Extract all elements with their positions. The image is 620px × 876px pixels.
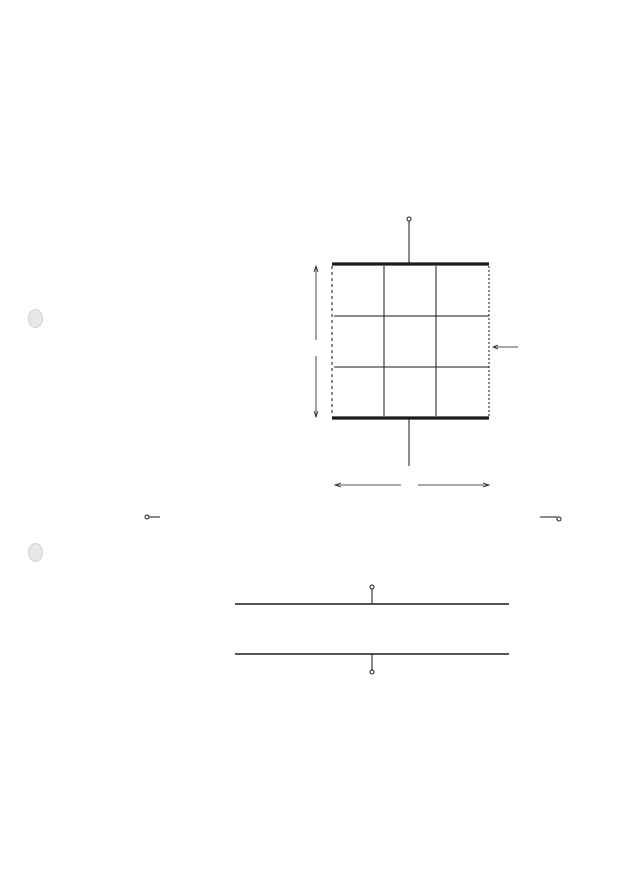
kettenmodell-chain bbox=[145, 515, 561, 521]
kapillarbuendelmodell-bundle bbox=[235, 585, 509, 674]
qmn-network bbox=[314, 217, 518, 487]
